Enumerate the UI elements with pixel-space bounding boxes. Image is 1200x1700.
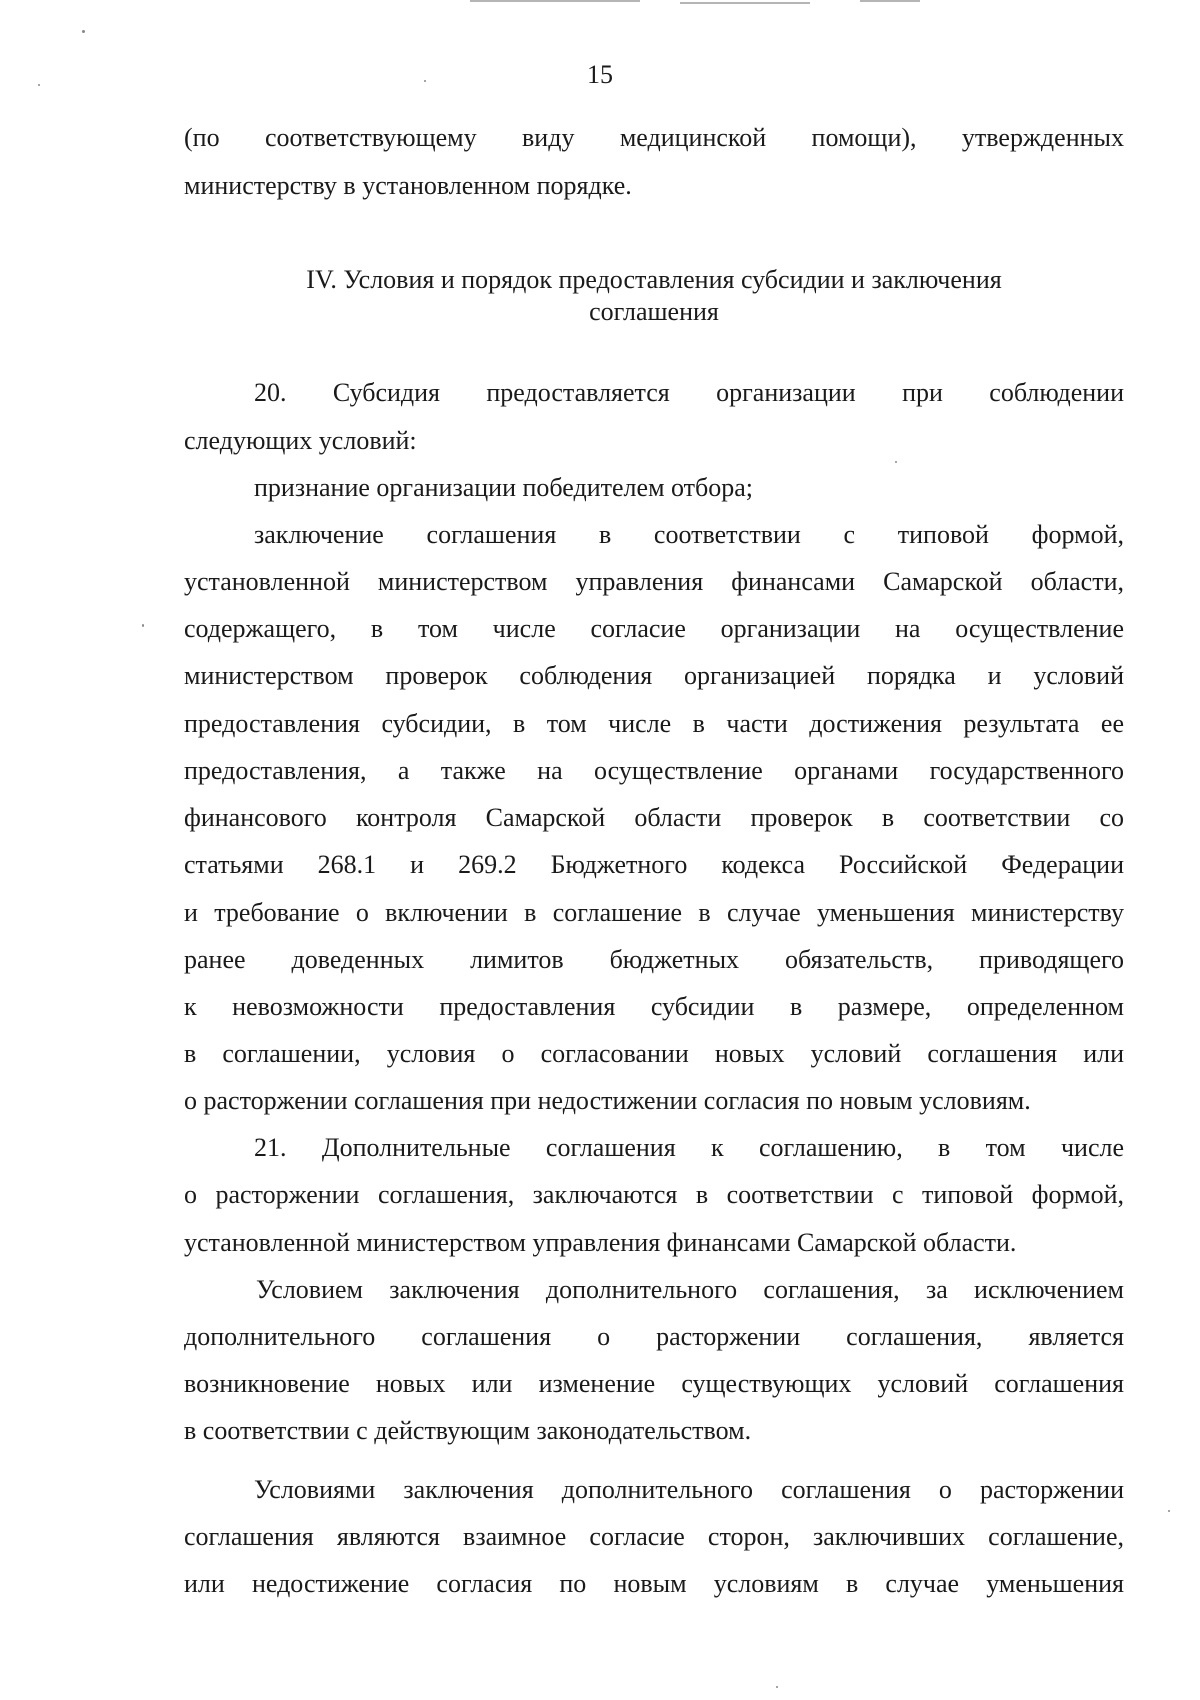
text-line: соглашения являются взаимное согласие сторон, заключивших соглашение, bbox=[184, 1522, 1124, 1551]
text-line: 21. Дополнительные соглашения к соглашению, в том числе bbox=[254, 1133, 1124, 1162]
text-line: возникновение новых или изменение существующих условий соглашения bbox=[184, 1369, 1124, 1398]
text-line: в соответствии с действующим законодательством. bbox=[184, 1416, 752, 1445]
text-line: заключение соглашения в соответствии с типовой формой, bbox=[254, 520, 1124, 549]
text-line: Условиями заключения дополнительного соглашения о расторжении bbox=[254, 1475, 1124, 1504]
text-line: предоставления, а также на осуществление органами государственного bbox=[184, 756, 1124, 785]
text-line: установленной министерством управления финансами Самарской области. bbox=[184, 1228, 1017, 1257]
scan-artifact bbox=[680, 2, 810, 4]
text-line: в соглашении, условия о согласовании новых условий соглашения или bbox=[184, 1039, 1124, 1068]
section-heading: IV. Условия и порядок предоставления субсидии и заключения bbox=[306, 265, 1002, 294]
text-line: дополнительного соглашения о расторжении соглашения, является bbox=[184, 1322, 1124, 1351]
text-line: 20. Субсидия предоставляется организации при соблюдении bbox=[254, 378, 1124, 407]
text-line: статьями 268.1 и 269.2 Бюджетного кодекса Российской Федерации bbox=[184, 850, 1124, 879]
scan-artifact bbox=[142, 624, 144, 627]
text-line: признание организации победителем отбора; bbox=[254, 473, 754, 502]
text-line: к невозможности предоставления субсидии в размере, определенном bbox=[184, 992, 1124, 1021]
text-line: министерству в установленном порядке. bbox=[184, 171, 632, 200]
text-line: (по соответствующему виду медицинской помощи), утвержденных bbox=[184, 123, 1124, 152]
text-line: министерством проверок соблюдения организацией порядка и условий bbox=[184, 661, 1124, 690]
text-line: о расторжении соглашения при недостижении согласия по новым условиям. bbox=[184, 1086, 1031, 1115]
scan-artifact bbox=[860, 0, 920, 2]
scan-artifact bbox=[82, 30, 85, 33]
text-line: или недостижение согласия по новым условиям в случае уменьшения bbox=[184, 1569, 1124, 1598]
section-heading: соглашения bbox=[589, 297, 719, 326]
text-line: ранее доведенных лимитов бюджетных обязательств, приводящего bbox=[184, 945, 1124, 974]
text-line: Условием заключения дополнительного соглашения, за исключением bbox=[256, 1275, 1124, 1304]
text-line: предоставления субсидии, в том числе в части достижения результата ее bbox=[184, 709, 1124, 738]
scan-artifact bbox=[1168, 1510, 1170, 1512]
scan-artifact bbox=[470, 0, 640, 2]
text-line: о расторжении соглашения, заключаются в соответствии с типовой формой, bbox=[184, 1180, 1124, 1209]
scan-artifact bbox=[776, 1686, 778, 1688]
scan-artifact bbox=[895, 461, 897, 463]
page-number: 15 bbox=[587, 60, 613, 89]
text-line: следующих условий: bbox=[184, 426, 417, 455]
text-line: финансового контроля Самарской области проверок в соответствии со bbox=[184, 803, 1124, 832]
text-line: установленной министерством управления финансами Самарской области, bbox=[184, 567, 1124, 596]
text-line: и требование о включении в соглашение в случае уменьшения министерству bbox=[184, 898, 1124, 927]
text-line: содержащего, в том числе согласие организации на осуществление bbox=[184, 614, 1124, 643]
